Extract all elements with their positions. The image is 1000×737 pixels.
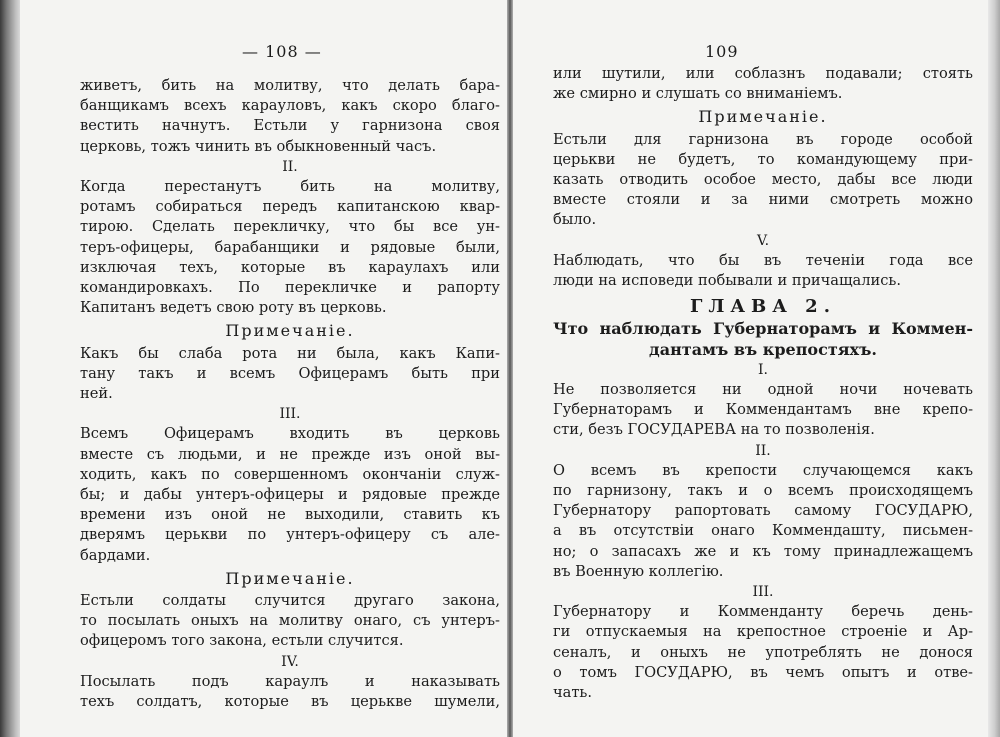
text-line: изключая техъ, которые въ караулахъ или — [80, 258, 500, 276]
text-line: же смирно и слушать со вниманіемъ. — [553, 85, 843, 103]
left-page-edge — [0, 0, 22, 737]
text-line: офицеромъ того закона, естьли случится. — [80, 632, 404, 650]
text-line: техъ солдатъ, которые въ церькве шумели, — [80, 693, 500, 711]
text-line: Какъ бы слаба рота ни была, какъ Капи- — [80, 344, 500, 362]
right-page-number: 109 — [705, 42, 739, 61]
chapter-heading: ГЛАВА 2. — [690, 296, 836, 318]
note-heading: Примечаніе. — [225, 568, 355, 588]
text-line: Естьли для гарнизона въ городе особой — [553, 130, 973, 148]
text-line: О всемъ въ крепости случающемся какъ — [553, 461, 973, 479]
text-line: теръ-офицеры, барабанщики и рядовые были, — [80, 238, 500, 256]
text-line: Губернатору рапортовать самому ГОСУДАРЮ, — [553, 502, 973, 520]
section-number: III. — [279, 406, 301, 423]
text-line: вместе съ людьми, и не прежде изъ оной вы- — [80, 445, 500, 463]
text-line: сеналъ, и оныхъ не употреблять не донося — [553, 643, 973, 661]
text-line: казать отводить особое место, дабы все люди — [553, 171, 973, 189]
text-line: было. — [553, 211, 597, 229]
text-line: Всемъ Офицерамъ входить въ церковь — [80, 425, 500, 443]
chapter-title-line: дантамъ въ крепостяхъ. — [649, 339, 877, 359]
text-line: Естьли солдаты случится другаго закона, — [80, 592, 500, 610]
text-line: Посылать подъ караулъ и наказывать — [80, 672, 500, 690]
left-page — [20, 0, 507, 737]
section-number: II. — [282, 158, 298, 175]
text-line: люди на исповеди побывали и причащались. — [553, 272, 902, 290]
text-line: церькви не будетъ, то командующему при- — [553, 150, 973, 168]
text-line: ротамъ собираться передъ капитанскою квар- — [80, 198, 500, 216]
left-page-body — [80, 76, 500, 712]
text-line: Губернатору и Комменданту беречь день- — [553, 603, 973, 621]
right-page-edge — [986, 0, 1000, 737]
text-line: Губернаторамъ и Коммендантамъ вне крепо- — [553, 401, 973, 419]
text-line: по гарнизону, такъ и о всемъ происходящемъ — [553, 482, 973, 500]
text-line: бы; и дабы унтеръ-офицеры и рядовые прежде — [80, 486, 500, 504]
text-line: Наблюдать, что бы въ теченіи года все — [553, 251, 973, 269]
section-number: II. — [755, 442, 771, 459]
text-line: тирою. Сделать перекличку, что бы все ун- — [80, 218, 500, 236]
right-page-body — [553, 64, 973, 703]
text-line: или шутили, или соблазнъ подавали; стоять — [553, 65, 973, 82]
text-line: командировкахъ. По перекличке и рапорту — [80, 279, 500, 297]
text-line: дверямъ церькви по унтеръ-офицеру съ але- — [80, 526, 500, 544]
right-page — [513, 0, 988, 737]
text-line: о томъ ГОСУДАРЮ, въ чемъ опытъ и отве- — [553, 663, 973, 681]
text-line: но; о запасахъ же и къ тому принадлежащемъ — [553, 542, 973, 560]
section-number: IV. — [281, 653, 299, 670]
text-line: ней. — [80, 385, 113, 403]
text-line: а въ отсутствіи онаго Коммендашту, письмен- — [553, 522, 973, 540]
section-number: III. — [752, 584, 774, 601]
text-line: Не позволяется ни одной ночи ночевать — [553, 381, 973, 399]
text-line: банщикамъ всехъ карауловъ, какъ скоро благо- — [80, 97, 500, 115]
text-line: времени изъ оной не выходили, ставить къ — [80, 506, 500, 524]
note-heading: Примечаніе. — [698, 107, 828, 127]
text-line: ги отпускаемыя на крепостное строеніе и Ар- — [553, 623, 973, 641]
section-number: I. — [758, 361, 768, 378]
text-line: тану такъ и всемъ Офицерамъ быть при — [80, 364, 500, 382]
text-line: живетъ, бить на молитву, что делать бара- — [80, 77, 500, 94]
text-line: вместе стояли и за ними смотреть можно — [553, 191, 973, 209]
text-line: сти, безъ ГОСУДАРЕВА на то позволенія. — [553, 421, 875, 439]
text-line: бардами. — [80, 546, 151, 564]
text-line: то посылать оныхъ на молитву онаго, съ унтеръ- — [80, 612, 500, 630]
text-line: чать. — [553, 684, 593, 702]
text-line: въ Военную коллегію. — [553, 562, 724, 580]
text-line: Когда перестанутъ бить на молитву, — [80, 178, 500, 196]
text-line: Капитанъ ведетъ свою роту въ церковь. — [80, 299, 387, 317]
text-line: ходить, какъ по совершенномъ окончаніи служ- — [80, 465, 500, 483]
text-line: вестить начнутъ. Естьли у гарнизона своя — [80, 117, 500, 135]
section-number: V. — [756, 232, 770, 249]
note-heading: Примечаніе. — [225, 321, 355, 341]
chapter-title-line: Что наблюдать Губернаторамъ и Коммен- — [553, 319, 973, 339]
text-line: церковь, тожъ чинить въ обыкновенный часъ. — [80, 137, 437, 155]
left-page-number: — 108 — — [242, 42, 322, 61]
